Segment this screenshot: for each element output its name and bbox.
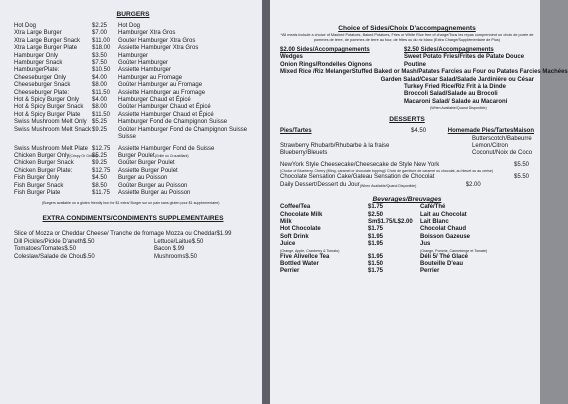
burger-row xyxy=(14,38,252,45)
beverage-name-fr: Déli 5/ Thé Glacé xyxy=(420,253,469,260)
burger-price: $4.00 xyxy=(92,97,108,104)
burger-fr-cell xyxy=(118,160,252,167)
burger-row xyxy=(14,45,252,52)
burger-name-fr: Goûter Hamburger Fond de Champignon Suisse xyxy=(118,126,248,133)
burger-price: $12.75 xyxy=(92,167,111,174)
beverage-price: $1.75 xyxy=(368,204,384,211)
side-2-dollar xyxy=(280,91,404,98)
beverage-price: $1.75 xyxy=(368,226,384,233)
side-row xyxy=(280,54,534,61)
burger-row xyxy=(14,104,252,111)
burger-name-fr: Hamburger Xtra Gros xyxy=(118,30,176,37)
burger-row xyxy=(14,90,252,97)
side-2-50: Turkey Fried Rice/Riz Frit à la Dinde xyxy=(404,84,506,91)
condiment-right: Lettuce/Laitue$.50 xyxy=(154,238,204,245)
burger-fr-cell xyxy=(118,175,252,182)
burger-name-fr: Hot Dog xyxy=(118,23,141,29)
burger-price: $10.50 xyxy=(92,67,111,74)
beverage-price: Sm$1.75/L$2.00 xyxy=(368,218,413,225)
side-2-50: Sweet Potato Fries/Frites de Patate Douce xyxy=(404,54,525,61)
burger-name: Swiss Mushroom Melt Snack xyxy=(14,126,92,133)
burger-price: $12.75 xyxy=(92,145,111,152)
burger-row xyxy=(14,112,252,119)
burger-list xyxy=(14,23,252,134)
burger-row xyxy=(14,183,252,190)
burger-name: Xtra Large Burger Plate xyxy=(14,45,78,52)
burger-fr-cell xyxy=(118,190,252,197)
burger-name: Cheeseburger Only xyxy=(14,74,67,81)
cheesecake-row xyxy=(280,162,534,169)
beverage-list xyxy=(280,204,534,276)
burger-name: Cheeseburger Plate: xyxy=(14,89,70,96)
beverage-name-fr: Jus xyxy=(420,241,431,248)
burger-row xyxy=(14,168,252,175)
side-2-dollar xyxy=(280,77,381,84)
burger-price: $2.25 xyxy=(92,23,108,29)
burger-row xyxy=(14,134,252,141)
beverage-price: $1.50 xyxy=(368,260,384,267)
side-row xyxy=(280,77,534,84)
burger-name: Fish Burger Only xyxy=(14,175,60,182)
burger-row xyxy=(14,175,252,182)
burger-name-cell xyxy=(14,183,92,190)
burger-name: Xtra Large Burger xyxy=(14,30,62,37)
burger-row xyxy=(14,53,252,60)
burger-row xyxy=(14,160,252,167)
condiments-heading: EXTRA CONDIMENTS/CONDIMENTS SUPPLEMENTAIRES xyxy=(42,215,224,223)
beverage-name-fr: Perrier xyxy=(420,268,440,275)
sides-col2-header: $2.50 Sides/Accompagnements xyxy=(404,47,494,53)
burger-price: $7.00 xyxy=(92,30,108,37)
side-row xyxy=(280,69,568,76)
side-2-50: Stuffed Baked or Mash/Patates Farcies au Four ou Patates Farcies Machées xyxy=(351,69,568,76)
juice-note: (Orange, Apple, Cranberry & Tomato) xyxy=(280,248,340,253)
burger-name-fr: Goûter Burger Poulet xyxy=(118,160,175,167)
burger-row xyxy=(14,153,252,160)
burger-name-cell xyxy=(14,190,92,197)
condiment-right: Bacon $.99 xyxy=(154,246,185,253)
pies-price: $4.50 xyxy=(411,128,427,135)
pies-row xyxy=(280,128,534,135)
burger-row xyxy=(14,67,252,74)
side-2-dollar xyxy=(280,84,404,91)
condiment-right: Mushrooms$.50 xyxy=(154,253,198,260)
beverage-name: Five Alive/Ice Tea xyxy=(280,253,330,260)
beverage-name: Juice xyxy=(280,241,296,248)
burger-price: $4.00 xyxy=(92,74,108,81)
condiment-cheese: Slice of Mozza or Cheddar Cheese/ Tranche de fromage Mozza ou Cheddar$1.99 xyxy=(14,231,232,238)
burger-name: Xtra Large Burger Snack xyxy=(14,37,81,44)
burger-price: $9.25 xyxy=(92,160,108,167)
beverage-name-fr: Bouteille D'eau xyxy=(420,260,464,267)
burger-price: $11.00 xyxy=(92,37,110,44)
burger-name: Swiss Mushroom Melt Plate xyxy=(14,145,89,152)
beverage-row xyxy=(280,226,534,233)
burger-price: $9.25 xyxy=(92,126,108,133)
burger-price: $8.00 xyxy=(92,82,108,89)
homemade-label: Homemade Pies/TartesMaison xyxy=(447,128,534,135)
burger-name: Hamburger Snack xyxy=(14,60,63,67)
burger-row xyxy=(14,190,252,197)
condiment-left: Tomatoes/Tomates$.50 xyxy=(14,246,77,253)
burger-price: $3.50 xyxy=(92,52,108,59)
beverage-row xyxy=(280,241,534,248)
burger-row xyxy=(14,75,252,82)
gluten-note: (Burgers available on a gluten friendly bun for $1 extra/ Burger sur un pain sans gluten pour $1 supplementaire) xyxy=(42,201,220,206)
burger-name-fr: Goûter Burger au Poisson xyxy=(118,182,188,189)
burger-name-cell xyxy=(14,160,92,167)
daily-dessert-label: Daily Dessert/Dessert du Jour xyxy=(280,181,360,188)
side-2-dollar: Onion Rings/Rondelles Oignons xyxy=(280,61,373,68)
burger-name-fr: Goûter Hamburger Chaud et Épicé xyxy=(118,104,211,111)
burger-name: Hot & Spicy Burger Only xyxy=(14,97,80,104)
burger-row xyxy=(14,60,252,67)
sides-note: *All meals include a choice of Mashed Potatoes, Baked Potatoes, Fries or White Rice free of charge/Tous les repas comprennent un choix de purée de pommes de terre, de pommes de terre au four, de frites ou du riz blanc (Extra Charge/Supplémentaire de Plus) xyxy=(280,33,534,42)
chocolate-cake-label: Chocolate Sensation Cake/Gateau Sensation de Chocolat xyxy=(280,174,435,181)
burger-note-fr: (Grillé ou Croustillant) xyxy=(154,153,189,158)
beverage-name-fr: Café/Thé xyxy=(420,204,446,211)
burger-name: Hot & Spicy Burger Snack xyxy=(14,104,84,111)
beverage-name: Bottled Water xyxy=(280,260,319,267)
beverage-price: $1.75 xyxy=(368,268,384,275)
sides-avail-note: (When Available/Quand Disponible) xyxy=(430,106,487,111)
burger-name-cell xyxy=(14,152,98,160)
burger-row xyxy=(14,23,252,30)
beverages-heading: Beverages/Breuvages xyxy=(372,196,442,204)
page-divider xyxy=(262,0,270,404)
beverage-name-fr: Lait au Chocolat xyxy=(420,211,467,218)
beverage-row xyxy=(280,204,534,211)
dessert-row: Butterscotch/Babeurre xyxy=(472,135,532,142)
burger-name-cell xyxy=(14,168,92,175)
burger-fr-cell xyxy=(118,146,252,153)
beverage-name-fr: Chocolat Chaud xyxy=(420,226,466,233)
beverage-price: $1.95 xyxy=(368,253,384,260)
burger-name-fr: Assiette Hamburger Fond de Suisse xyxy=(118,145,215,152)
burger-price: $11.50 xyxy=(92,89,110,96)
burger-name-fr: Goûter Hamburger xyxy=(118,60,169,67)
chocolate-cake-row xyxy=(280,174,534,181)
dessert-row: Blueberry/Bleuets Coconut/Noix de Coco xyxy=(280,150,533,157)
beverage-name: Milk xyxy=(280,218,292,225)
condiment-row xyxy=(14,239,252,246)
cheesecake-note: (Choice of Blueberry, Cherry (filling, caramel or chocolate topping)/ Choix de garniture de caramel ou chocolat, au bleuet ou au cerise) xyxy=(280,169,494,174)
burger-name-cell xyxy=(14,146,92,153)
burger-name-fr: Assiette Hamburger Chaud et Épicé xyxy=(118,111,214,118)
chocolate-cake-price: $5.50 xyxy=(514,174,530,181)
burger-name-fr: Assiette Burger Poulet xyxy=(118,167,178,174)
beverage-name: Coffee/Tea xyxy=(280,204,311,211)
burger-fr-cell xyxy=(118,183,252,190)
burger-price: $8.50 xyxy=(92,182,108,189)
side-2-dollar: Wedges xyxy=(280,54,303,61)
sides-col1-header: $2.00 Sides/Accompagnements xyxy=(280,47,370,53)
daily-dessert-row xyxy=(280,182,534,189)
beverage-name: Soft Drink xyxy=(280,233,309,240)
juice-note-fr: (Orange, Pomme, Canneberge et Tomate) xyxy=(420,248,488,253)
burger-fr-cell xyxy=(118,153,252,160)
side-2-50: Broccoli Salad/Salade au Brocoli xyxy=(404,91,498,98)
desserts-heading: DESSERTS xyxy=(389,116,425,124)
beverage-row xyxy=(280,268,534,275)
burger-name: Hot Dog xyxy=(14,23,37,29)
beverage-name: Perrier xyxy=(280,268,300,275)
side-2-50: Macaroni Salad/ Salade au Macaroni xyxy=(404,98,508,105)
burger-name: Chicken Burger Plate: xyxy=(14,167,73,174)
beverage-row xyxy=(280,234,534,241)
beverage-price: $2.50 xyxy=(368,211,384,218)
beverage-row xyxy=(280,219,534,226)
burger-name: HamburgerPlate: xyxy=(14,67,60,74)
burger-row xyxy=(14,127,252,134)
sides-list xyxy=(280,54,568,106)
burger-price: $7.50 xyxy=(92,60,108,67)
side-2-50: Garden Salad/Cesar Salad/Salade Jardinière ou César xyxy=(380,76,534,83)
burger-price: $4.50 xyxy=(92,175,108,182)
burger-name: Fish Burger Plate xyxy=(14,189,61,196)
right-menu-page xyxy=(270,0,568,404)
condiment-list xyxy=(14,239,252,261)
side-row xyxy=(280,91,534,98)
beverage-row xyxy=(280,212,534,219)
condiment-row xyxy=(14,246,252,253)
burger-fr-continuation: Suisse xyxy=(118,134,137,141)
burger-name-fr: Hamburger xyxy=(118,52,149,59)
burger-price: $11.50 xyxy=(92,111,110,118)
burger-row xyxy=(14,30,252,37)
burger-row xyxy=(14,146,252,153)
condiment-left: Coleslaw/Salade de Chou$.50 xyxy=(14,253,95,260)
beverage-row xyxy=(280,254,534,261)
burger-name-fr: Burger Poulet xyxy=(118,152,155,159)
burger-name-fr: Goûter Hamburger au Fromage xyxy=(118,82,203,89)
burger-name-fr: Assiette Burger au Poisson xyxy=(118,189,191,196)
beverage-row xyxy=(280,261,534,268)
burger-name: Hot & Spicy Burger Plate xyxy=(14,111,81,118)
burger-name: Hamburger Only xyxy=(14,52,59,59)
side-row xyxy=(280,99,534,106)
cheesecake-price: $5.50 xyxy=(514,161,530,168)
beverage-name-fr: Lait Blanc xyxy=(420,218,449,225)
burger-price: $11.75 xyxy=(92,189,110,196)
daily-dessert-price: $2.00 xyxy=(465,181,481,188)
beverage-price: $1.95 xyxy=(368,241,384,248)
burger-price: $8.00 xyxy=(92,104,108,111)
condiment-row xyxy=(14,254,252,261)
burger-name-fr: Assiette Hamburger Xtra Gros xyxy=(118,45,199,52)
burger-row xyxy=(14,119,252,126)
burger-name: Swiss Mushroom Melt Only xyxy=(14,119,87,126)
daily-dessert-note: (When Available/Quand Disponible) xyxy=(359,183,417,188)
burger-name-fr: Hamburger au Fromage xyxy=(118,74,183,81)
burger-name-fr: Assiette Hamburger xyxy=(118,67,172,74)
burger-list-2 xyxy=(14,146,252,198)
burgers-heading: BURGERS xyxy=(116,11,150,18)
burger-name: Cheeseburger Snack xyxy=(14,82,71,89)
burger-name-cell xyxy=(14,175,92,182)
dessert-row: Strawberry Rhubarb/Rhubarbe à la fraise Lemon/Citron xyxy=(280,143,509,150)
condiment-left: Dill Pickles/Pickle D'aneth$.50 xyxy=(14,238,95,245)
beverage-name: Hot Chocolate xyxy=(280,226,321,233)
side-row xyxy=(280,62,534,69)
burger-note: (Crispy Or Grilled) xyxy=(69,153,98,158)
side-2-dollar: Mixed Rice /Riz Melanger xyxy=(280,69,352,76)
left-menu-page xyxy=(0,0,262,404)
side-2-50: Poutine xyxy=(404,61,426,68)
side-row xyxy=(280,84,534,91)
burger-name-fr: Assiette Hamburger au Fromage xyxy=(118,89,206,96)
burger-price: $5.25 xyxy=(92,152,108,159)
beverage-name-fr: Boisson Gazeuse xyxy=(420,233,471,240)
burger-price: $18.00 xyxy=(92,45,111,52)
burger-name: Fish Burger Snack xyxy=(14,182,64,189)
beverage-name: Chocolate Milk xyxy=(280,211,323,218)
burger-fr-cell xyxy=(118,168,252,175)
sides-heading: Choice of Sides/Choix D'accompagnements xyxy=(338,25,476,32)
pies-label: Pies/Tartes xyxy=(280,128,312,135)
burger-name-fr: Hamburger Fond de Champignon Suisse xyxy=(118,119,228,126)
side-2-dollar xyxy=(280,99,404,106)
burger-name: Chicken Burger Snack xyxy=(14,160,74,167)
beverage-price: $1.95 xyxy=(368,233,384,240)
cheesecake-label: NewYork Style Cheesecake/Cheesecake de Style New York xyxy=(280,161,440,168)
burger-name-fr: Gouter Hamburger Xtra Gros xyxy=(118,37,196,44)
burger-name-fr: Hamburger Chaud et Épicé xyxy=(118,97,191,104)
burger-name: Chicken Burger Only xyxy=(14,152,70,159)
sides-col-headers xyxy=(280,47,534,54)
burger-row xyxy=(14,82,252,89)
burger-name-fr: Burger au Poisson xyxy=(118,175,168,182)
burger-price: $5.25 xyxy=(92,119,108,126)
